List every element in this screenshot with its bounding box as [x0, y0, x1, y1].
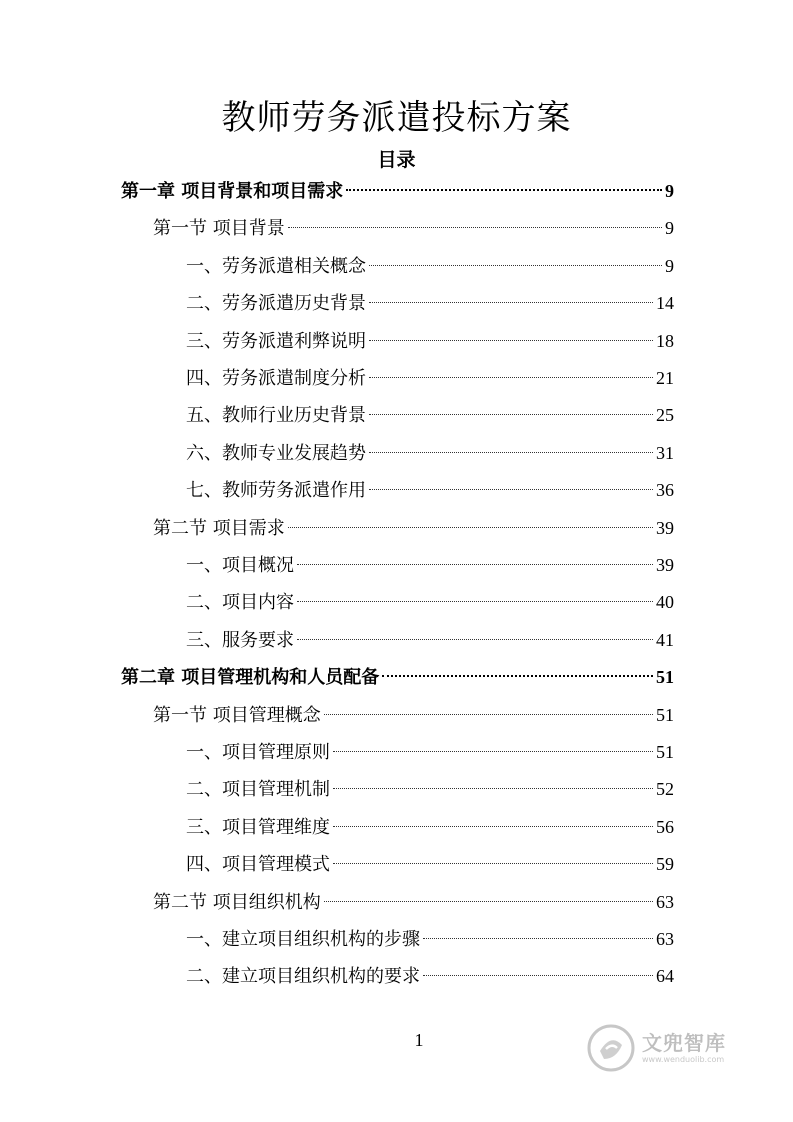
page-number: 1	[414, 1030, 424, 1050]
toc-entry-level2[interactable]	[153, 513, 674, 543]
toc-leader-dots	[333, 863, 653, 864]
toc-entry-level3[interactable]	[186, 774, 674, 804]
toc-entry-level2[interactable]	[153, 213, 674, 243]
toc-entry-label: 四、劳务派遣制度分析	[186, 368, 366, 389]
toc-leader-dots	[423, 938, 653, 939]
toc-entry-page: 59	[656, 854, 674, 875]
toc-entry-label: 第一节 项目背景	[153, 218, 285, 240]
toc-leader-dots	[369, 302, 653, 303]
toc-entry-level3[interactable]	[186, 737, 674, 767]
toc-leader-dots	[288, 227, 662, 228]
toc-entry-label: 三、项目管理维度	[186, 816, 330, 838]
toc-leader-dots	[297, 601, 653, 602]
toc-entry-page: 14	[656, 293, 674, 314]
toc-entry-label: 第一章 项目背景和项目需求	[121, 181, 344, 202]
toc-leader-dots	[382, 675, 653, 677]
watermark-url: www.wenduolib.com	[642, 1054, 725, 1064]
toc-entry-label: 七、教师劳务派遣作用	[186, 480, 366, 502]
toc-leader-dots	[346, 189, 662, 191]
toc-entry-label: 一、项目概况	[186, 555, 294, 576]
toc-entry-level3[interactable]	[186, 849, 674, 879]
toc-entry-page: 39	[656, 517, 674, 538]
toc-entry-level3[interactable]	[186, 326, 674, 356]
toc-leader-dots	[288, 527, 653, 528]
toc-leader-dots	[423, 975, 653, 976]
toc-entry-page: 21	[656, 368, 674, 388]
toc-entry-label: 六、教师专业发展趋势	[186, 442, 366, 464]
toc-leader-dots	[369, 265, 662, 266]
toc-entry-label: 第二节 项目需求	[153, 517, 285, 539]
toc-entry-page: 18	[656, 330, 674, 351]
toc-entry-level2[interactable]	[153, 887, 674, 917]
toc-entry-label: 二、劳务派遣历史背景	[186, 293, 366, 315]
toc-leader-dots	[333, 788, 653, 789]
toc-leader-dots	[369, 414, 653, 415]
toc-leader-dots	[369, 489, 653, 490]
toc-entry-level3[interactable]	[186, 961, 674, 991]
toc-entry-level3[interactable]	[186, 251, 674, 281]
toc-entry-level3[interactable]	[186, 550, 674, 580]
toc-leader-dots	[324, 714, 653, 715]
toc-entry-level1[interactable]	[121, 176, 674, 206]
toc-leader-dots	[333, 826, 653, 827]
toc-entry-label: 一、建立项目组织机构的步骤	[186, 929, 420, 950]
toc-entry-page: 9	[665, 181, 674, 201]
toc-entry-page: 39	[656, 555, 674, 575]
toc-entry-label: 二、建立项目组织机构的要求	[186, 966, 420, 988]
toc-entry-label: 三、劳务派遣利弊说明	[186, 330, 366, 352]
toc-entry-level3[interactable]	[186, 587, 674, 617]
toc-entry-level2[interactable]	[153, 700, 674, 730]
toc-entry-level3[interactable]	[186, 438, 674, 468]
toc-entry-page: 40	[656, 592, 674, 613]
toc-entry-page: 41	[656, 629, 674, 650]
toc-entry-page: 51	[656, 742, 674, 762]
toc-entry-page: 36	[656, 480, 674, 501]
toc-entry-page: 31	[656, 442, 674, 463]
toc-entry-page: 9	[665, 218, 674, 239]
toc-entry-level3[interactable]	[186, 924, 674, 954]
toc-leader-dots	[333, 751, 653, 752]
toc-leader-dots	[297, 564, 653, 565]
toc-entry-label: 三、服务要求	[186, 629, 294, 651]
toc-entry-page: 56	[656, 816, 674, 837]
toc-entry-label: 五、教师行业历史背景	[186, 405, 366, 427]
toc-entry-label: 四、项目管理模式	[186, 854, 330, 876]
toc-entry-level3[interactable]	[186, 475, 674, 505]
toc-entry-label: 第二章 项目管理机构和人员配备	[121, 667, 380, 689]
toc-entry-label: 一、项目管理原则	[186, 742, 330, 763]
toc-entry-page: 51	[656, 704, 674, 725]
toc-leader-dots	[324, 901, 653, 902]
wendou-logo-icon	[586, 1023, 636, 1073]
toc-entry-page: 63	[656, 891, 674, 912]
toc-entry-level3[interactable]	[186, 625, 674, 655]
toc-entry-level3[interactable]	[186, 288, 674, 318]
toc-entry-page: 63	[656, 929, 674, 949]
watermark-text: 文兜智库	[642, 1030, 726, 1055]
toc-entry-label: 第二节 项目组织机构	[153, 891, 321, 913]
toc-entry-level1[interactable]	[121, 662, 674, 692]
toc-entry-label: 二、项目内容	[186, 592, 294, 614]
toc-entry-page: 25	[656, 405, 674, 426]
toc-entry-page: 9	[665, 255, 674, 276]
toc-entry-level3[interactable]	[186, 363, 674, 393]
toc-entry-page: 64	[656, 966, 674, 987]
toc-entry-level3[interactable]	[186, 400, 674, 430]
toc-leader-dots	[369, 340, 653, 341]
toc-entry-page: 52	[656, 779, 674, 800]
toc-leader-dots	[369, 452, 653, 453]
toc-leader-dots	[297, 639, 653, 640]
watermark	[586, 1022, 756, 1074]
toc-entry-level3[interactable]	[186, 812, 674, 842]
toc-leader-dots	[369, 377, 653, 378]
toc-entry-label: 第一节 项目管理概念	[153, 704, 321, 726]
toc-heading: 目录	[377, 149, 416, 171]
toc-entry-page: 51	[656, 667, 674, 688]
document-title: 教师劳务派遣投标方案	[221, 98, 572, 138]
toc-entry-label: 一、劳务派遣相关概念	[186, 255, 366, 277]
toc-entry-label: 二、项目管理机制	[186, 779, 330, 801]
